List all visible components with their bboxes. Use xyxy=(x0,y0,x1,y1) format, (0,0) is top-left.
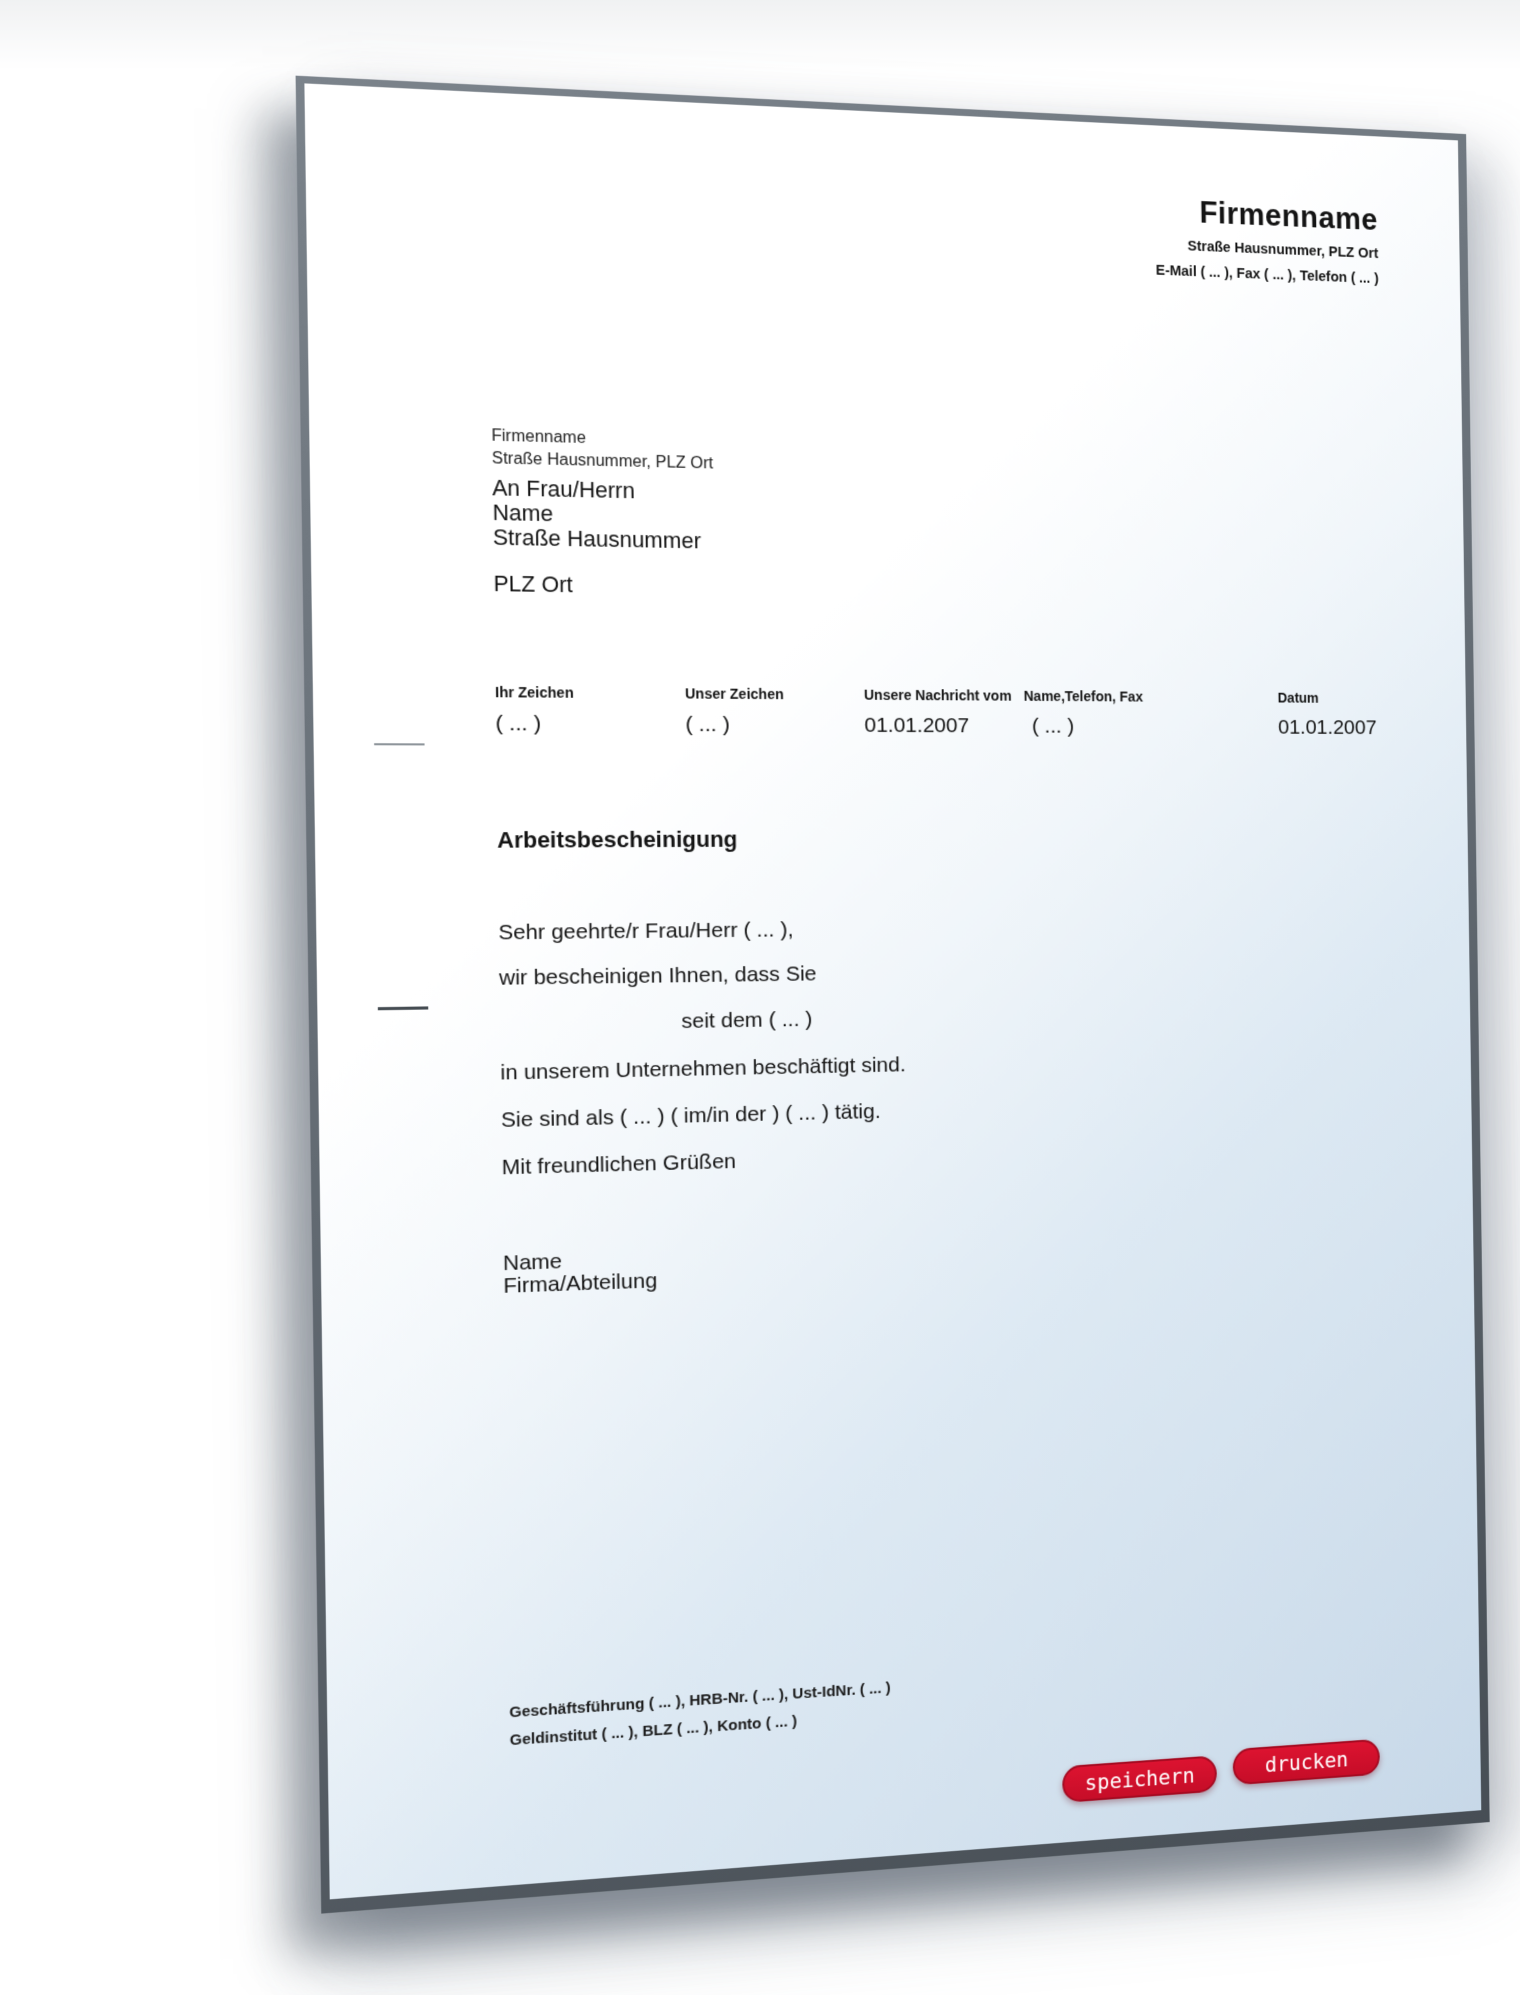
ref-value-unsere-nachricht: 01.01.2007 xyxy=(864,713,970,738)
ref-value-name-telefon-fax: ( ... ) xyxy=(1031,714,1075,738)
recipient-salutation-line: An Frau/Herrn xyxy=(492,475,636,504)
ref-value-ihr-zeichen: ( ... ) xyxy=(495,711,542,736)
recipient-address-block xyxy=(492,476,702,599)
recipient-city: PLZ Ort xyxy=(493,571,573,598)
ref-label-datum: Datum xyxy=(1277,689,1319,706)
document-sheet xyxy=(304,83,1481,1899)
recipient-name: Name xyxy=(492,500,554,527)
ref-label-ihr-zeichen: Ihr Zeichen xyxy=(494,683,574,701)
letter-page xyxy=(304,83,1481,1899)
body-line-4: Sie sind als ( ... ) ( im/in der ) ( ... ) tätig. xyxy=(500,1099,881,1133)
letterhead-contact: E-Mail ( ... ), Fax ( ... ), Telefon ( ... ) xyxy=(1155,262,1379,288)
ref-label-unser-zeichen: Unser Zeichen xyxy=(684,685,784,703)
ref-value-datum: 01.01.2007 xyxy=(1277,716,1377,739)
sender-street: Straße Hausnummer, PLZ Ort xyxy=(491,449,714,473)
signature-block xyxy=(503,1248,657,1298)
print-button[interactable]: drucken xyxy=(1233,1739,1380,1786)
signature-company-department: Firma/Abteilung xyxy=(503,1269,658,1298)
ref-label-name-telefon-fax: Name,Telefon, Fax xyxy=(1023,687,1144,705)
footer-bank-line: Geldinstitut ( ... ), BLZ ( ... ), Konto ( ... ) xyxy=(509,1712,798,1750)
subject-line: Arbeitsbescheinigung xyxy=(496,826,738,853)
save-button[interactable]: speichern xyxy=(1062,1755,1217,1803)
letterhead xyxy=(1155,194,1379,292)
letterhead-company: Firmenname xyxy=(1199,195,1379,237)
sender-company: Firmenname xyxy=(491,427,587,448)
recipient-street: Straße Hausnummer xyxy=(492,525,702,554)
letterhead-address: Straße Hausnummer, PLZ Ort xyxy=(1187,238,1379,262)
body-salutation: Sehr geehrte/r Frau/Herr ( ... ), xyxy=(498,918,794,945)
signature-name: Name xyxy=(502,1249,563,1276)
body-line-3: in unserem Unternehmen beschäftigt sind. xyxy=(500,1053,906,1085)
ref-label-unsere-nachricht: Unsere Nachricht vom xyxy=(863,686,1012,704)
body-line-1: wir bescheinigen Ihnen, dass Sie xyxy=(498,962,817,990)
ref-value-unser-zeichen: ( ... ) xyxy=(685,712,730,737)
body-closing: Mit freundlichen Grüßen xyxy=(501,1149,737,1180)
sender-return-address xyxy=(491,425,713,475)
fold-mark-middle xyxy=(378,1006,428,1010)
footer-management-line: Geschäftsführung ( ... ), HRB-Nr. ( ... ), Ust-IdNr. ( ... ) xyxy=(509,1679,891,1722)
letter-footer xyxy=(509,1674,891,1754)
fold-mark-top xyxy=(374,743,424,745)
body-line-2-indented: seit dem ( ... ) xyxy=(681,1007,813,1034)
